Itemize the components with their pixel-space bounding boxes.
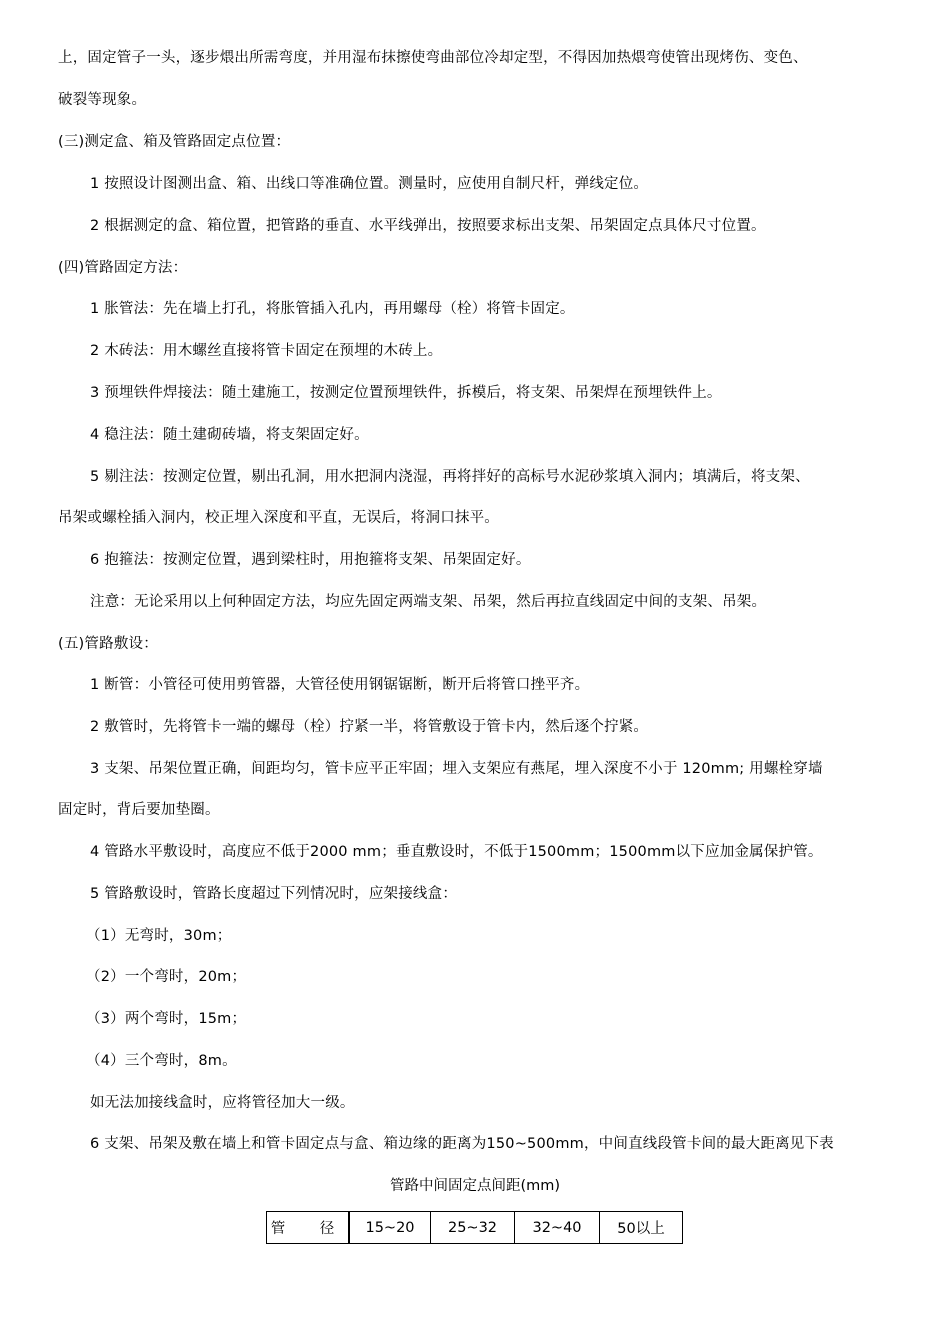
table-row	[267, 1212, 683, 1244]
paragraph-line: 固定时，背后要加垫圈。	[58, 802, 220, 818]
table-cell: 32~40	[515, 1212, 600, 1244]
paragraph-line: 3 预埋铁件焊接法：随土建施工，按测定位置预埋铁件，拆模后，将支架、吊架焊在预埋铁件上。	[90, 385, 722, 401]
note-line: 注意：无论采用以上何种固定方法，均应先固定两端支架、吊架，然后再拉直线固定中间的支架、吊架。	[90, 594, 767, 610]
paragraph-line: 2 根据测定的盒、箱位置，把管路的垂直、水平线弹出，按照要求标出支架、吊架固定点具体尺寸位置。	[90, 218, 766, 234]
table-cell: 15~20	[349, 1212, 431, 1244]
list-item: （2）一个弯时，20m；	[86, 969, 247, 985]
paragraph-line: 4 稳注法：随土建砌砖墙，将支架固定好。	[90, 427, 369, 443]
paragraph-line: 如无法加接线盒时，应将管径加大一级。	[90, 1095, 355, 1111]
paragraph-line: 5 管路敷设时，管路长度超过下列情况时，应架接线盒：	[90, 886, 458, 902]
paragraph-line: 5 剔注法：按测定位置，剔出孔洞，用水把洞内浇湿，再将拌好的高标号水泥砂浆填入洞内；填满后，将支架、	[90, 469, 810, 485]
paragraph-line: 2 敷管时，先将管卡一端的螺母（栓）拧紧一半，将管敷设于管卡内，然后逐个拧紧。	[90, 719, 649, 735]
paragraph-line: 6 支架、吊架及敷在墙上和管卡固定点与盒、箱边缘的距离为150~500mm，中间直线段管卡间的最大距离见下表	[90, 1136, 834, 1152]
paragraph-line: 1 胀管法：先在墙上打孔，将胀管插入孔内，再用螺母（栓）将管卡固定。	[90, 301, 575, 317]
paragraph-line: 6 抱箍法：按测定位置，遇到梁柱时，用抱箍将支架、吊架固定好。	[90, 552, 531, 568]
list-item: （3）两个弯时，15m；	[86, 1011, 247, 1027]
table-cell: 25~32	[431, 1212, 515, 1244]
section-heading: (三)测定盒、箱及管路固定点位置：	[58, 134, 291, 150]
paragraph-line: 1 按照设计图测出盒、箱、出线口等准确位置。测量时，应使用自制尺杆，弹线定位。	[90, 176, 649, 192]
paragraph-line: 破裂等现象。	[58, 92, 147, 108]
list-item: （4）三个弯时，8m。	[86, 1053, 237, 1069]
section-heading: (四)管路固定方法：	[58, 260, 188, 276]
table-caption: 管路中间固定点间距(mm)	[389, 1178, 561, 1194]
section-heading: (五)管路敷设：	[58, 636, 158, 652]
paragraph-line: 2 木砖法：用木螺丝直接将管卡固定在预埋的木砖上。	[90, 343, 443, 359]
spacing-table	[266, 1211, 683, 1244]
paragraph-line: 4 管路水平敷设时，高度应不低于2000 mm；垂直敷设时，不低于1500mm；1500mm以下应加金属保护管。	[90, 844, 823, 860]
list-item: （1）无弯时，30m；	[86, 928, 232, 944]
paragraph-line: 吊架或螺栓插入洞内，校正埋入深度和平直，无误后，将洞口抹平。	[58, 510, 499, 526]
table-cell: 50以上	[600, 1212, 683, 1244]
table-header-cell: 管 径	[267, 1212, 350, 1244]
paragraph-line: 3 支架、吊架位置正确，间距均匀，管卡应平正牢固；埋入支架应有燕尾，埋入深度不小于 120mm; 用螺栓穿墙	[90, 761, 823, 777]
paragraph-line: 1 断管：小管径可使用剪管器，大管径使用钢锯锯断，断开后将管口挫平齐。	[90, 677, 590, 693]
paragraph-line: 上，固定管子一头，逐步煨出所需弯度，并用湿布抹擦使弯曲部位冷却定型，不得因加热煨弯使管出现烤伤、变色、	[58, 50, 808, 66]
